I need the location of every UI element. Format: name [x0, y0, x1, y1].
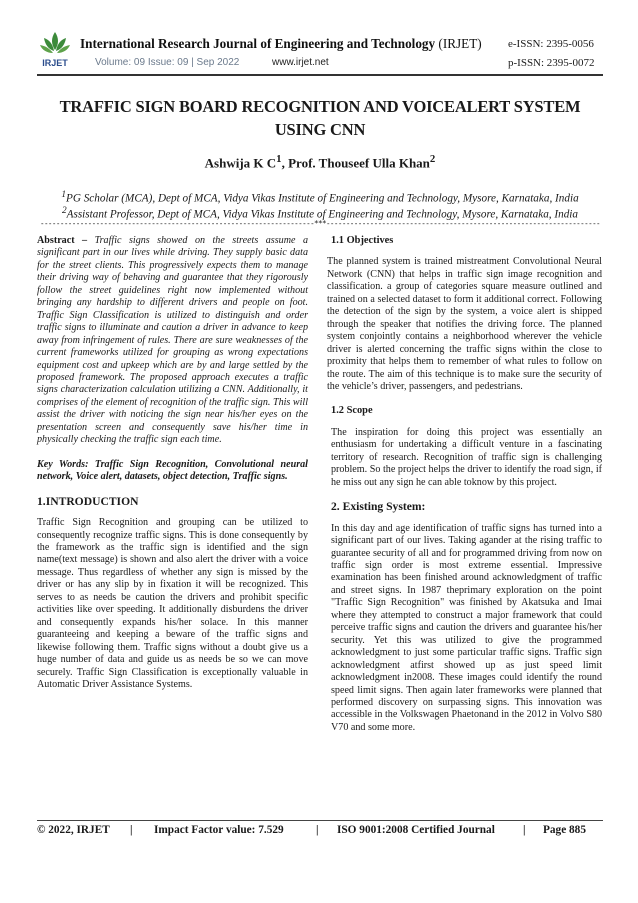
- affiliation-1-text: PG Scholar (MCA), Dept of MCA, Vidya Vikas Institute of Engineering and Technology, Mysore, Karnataka, India: [65, 192, 579, 205]
- scope-heading: 1.2 Scope: [331, 405, 373, 417]
- footer-copyright: © 2022, IRJET: [37, 824, 110, 836]
- footer-separator-2: |: [316, 824, 319, 836]
- affiliation-1-sup: 1: [61, 190, 66, 200]
- p-issn: p-ISSN: 2395-0072: [508, 57, 595, 69]
- section-separator: ---------------------------------------------------------------------***---------------------------------------------------------------------: [39, 219, 601, 228]
- journal-abbr: (IRJET): [438, 36, 482, 51]
- footer-impact-factor: Impact Factor value: 7.529: [154, 824, 284, 836]
- logo-text: IRJET: [42, 58, 68, 68]
- abstract-label: Abstract –: [37, 235, 88, 246]
- footer-rule: [37, 820, 603, 821]
- footer-separator-3: |: [523, 824, 526, 836]
- introduction-text: Traffic Sign Recognition and grouping can be utilized to consequently recognize traffic signs. This is done consequently by the framework as the traffic sign is identified and the sign name(text message) is shown and also alert the driver with a voice message. Thus regardless of whether any sign is missed by the driver or has any slip by in fixation it will be recognized. This serves to as needs be caution the drivers and prohibit specific activities like over speeding. It additionally disburdens the driver and consequently expands his/her solace. In this manner guaranteeing and keeping a beware of the traffic signs and likewise following them. Traffic signs without a doubt give us a huge number of data and guide us as needs be so we can move securely. Traffic Sign Classification is exceptionally valuable in Automatic Driver Assistance Systems.: [37, 517, 308, 690]
- author-2-sup: 2: [429, 153, 436, 165]
- existing-system-heading: 2. Existing System:: [331, 500, 426, 514]
- keywords: Key Words: Traffic Sign Recognition, Convolutional neural network, Voice alert, datasets, object detection, Traffic signs.: [37, 458, 308, 483]
- abstract: [37, 235, 308, 447]
- journal-header: [0, 0, 638, 80]
- abstract-text: Traffic signs showed on the streets assume a significant part in our lives while driving. They supply basic data for the street clients. This progressively expects them to manage their driving way of behaving and guarantee that they rigorously follow the street guidelines right now implemented without bringing any hardship to different drivers and people on foot. Traffic Sign Classification is utilized to distinguish and order traffic signs to illuminate and caution a driver in advance to keep away from infringement of rules. There are sure weaknesses of the current frameworks utilized for grouping as wrong expectations equipment cost and upkeep which are by and large settled by the proposed framework. The proposed approach executes a traffic signs characterization calculation utilizing a CNN. Additionally, it comprises of the element of recognition of the traffic sign. This will assist the driver with noticing the sign near his/her eyes on the presentation screen and consequently save his/her time in physically checking the traffic sign each time.: [37, 235, 309, 446]
- authors: [37, 153, 603, 171]
- right-column: [327, 235, 602, 734]
- journal-title-text: International Research Journal of Engineering and Technology: [80, 36, 436, 51]
- author-2: Prof. Thouseef Ulla Khan: [288, 155, 430, 171]
- footer-separator-1: |: [130, 824, 133, 836]
- e-issn: e-ISSN: 2395-0056: [508, 38, 594, 50]
- journal-title: [80, 36, 482, 52]
- scope-text: The inspiration for doing this project was essentially an enthusiasm for undertaking a difficult venture in a fascinating territory of research. Recognition of traffic sign is challenging problem. So the project helps the driver to identify the road sign, if he miss out any sign he can able toknow by this project.: [331, 426, 602, 488]
- existing-system-text: In this day and age identification of traffic signs has turned into a significant part of our lives. Taking agander at the rising traffic to guarantee security of all and for programmed driving from now on traffic sign order is most extreme essential. Impressive examination has been finished around acknowledgment of traffic and street signs. In 1987 theprimary exploration on the point "Traffic Sign Recognition" was finished by Akatsuka and Imai where they attempted to construct a major framework that could perceive traffic signs and caution the drivers and guarantee his/her security. Yet this was utilized to give the programmed acknowledgment to just some particular traffic signs. Traffic sign acknowledgment atfirst showed up as just speed limit acknowledgment in2008. These images could identify the round speed limit signs. Then again later frameworks were planned that performed discovery on surpassing signs. This innovation was accessible in the Volkswagen Phaetonand in the 2012 in Volvo S80 V70 and some more.: [331, 522, 602, 733]
- affiliation-2-text: Assistant Professor, Dept of MCA, Vidya Vikas Institute of Engineering and Technology, Mysore, Karnataka, India: [66, 208, 579, 221]
- left-column: [37, 235, 308, 691]
- irjet-logo: [38, 30, 72, 70]
- objectives-heading: 1.1 Objectives: [331, 235, 394, 246]
- footer-page-number: Page 885: [543, 824, 586, 836]
- paper-title: TRAFFIC SIGN BOARD RECOGNITION AND VOICEALERT SYSTEM USING CNN: [59, 97, 581, 139]
- affiliation-1: [37, 190, 603, 205]
- author-1: Ashwija K C: [204, 155, 277, 171]
- author-1-sup: 1: [276, 153, 282, 165]
- header-rule: [37, 74, 603, 76]
- affiliation-2-sup: 2: [61, 206, 67, 216]
- objectives-text: The planned system is trained mistreatment Convolutional Neural Network (CNN) that helps in traffic sign image recognition and classification. a group of categories square measure outlined and trained on a selected dataset to form it additional correct. Following the detection of the sign by the system, a voice alert is shipped through the speaker that notifies the driving force. The planned system conjointly contains a neighborhood wherever the vehicle driver is alerted concerning the traffic signs within the close to proximity that helps them to remember of what rules to follow on the route. The aim of this technique is to make sure the security of the vehicle’s driver, passengers, and pedestrians.: [327, 256, 602, 392]
- journal-website[interactable]: www.irjet.net: [272, 57, 329, 68]
- volume-issue: Volume: 09 Issue: 09 | Sep 2022: [95, 57, 240, 68]
- author-separator: ,: [281, 155, 289, 171]
- footer-iso: ISO 9001:2008 Certified Journal: [337, 824, 495, 836]
- introduction-heading: 1.INTRODUCTION: [37, 494, 139, 508]
